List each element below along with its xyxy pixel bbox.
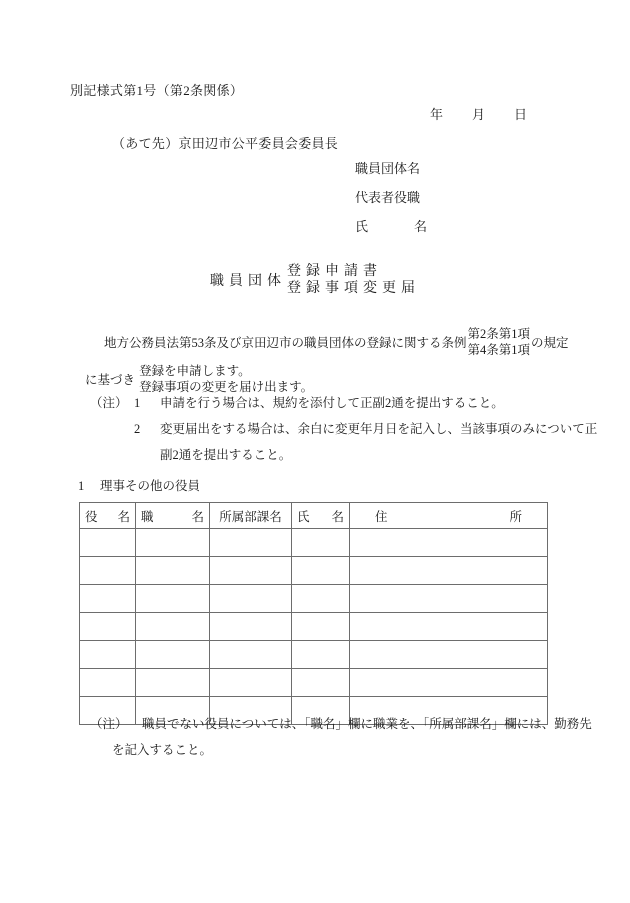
body-article-option-1: 第2条第1項: [467, 327, 531, 341]
cell-shokumei[interactable]: [136, 641, 210, 669]
cell-shozoku[interactable]: [210, 585, 292, 613]
cell-shokumei[interactable]: [136, 585, 210, 613]
cell-jusho[interactable]: [350, 557, 548, 585]
table-footnote-line1: [90, 714, 592, 732]
table-header-shozoku-bukaname: [210, 503, 292, 529]
table-header-yakumei-text: 役名: [85, 509, 130, 524]
title-lead-text: 職員団体: [210, 274, 286, 289]
table-footnote-line2: [90, 740, 212, 758]
cell-shimei[interactable]: [292, 641, 350, 669]
table-row[interactable]: [80, 641, 548, 669]
cell-shimei[interactable]: [292, 669, 350, 697]
date-day-label: 日: [514, 107, 528, 122]
section-heading-text: 理事その他の役員: [100, 479, 201, 493]
body-action-option-apply: 登録を申請します。: [139, 364, 251, 378]
officers-table: [79, 502, 548, 725]
note-item-2: [90, 419, 597, 437]
table-header-shimei-text: 氏名: [297, 509, 344, 524]
applicant-name-label: 氏名: [355, 219, 427, 234]
body-based-on-text: に基づき: [85, 373, 136, 387]
note-item-2-number: 2: [134, 422, 141, 436]
table-body: [80, 529, 548, 725]
cell-yakumei[interactable]: [80, 529, 136, 557]
table-header-yakumei: [80, 503, 136, 529]
cell-yakumei[interactable]: [80, 557, 136, 585]
cell-shokumei[interactable]: [136, 669, 210, 697]
note-item-1-number: 1: [134, 396, 141, 410]
form-number: 別記様式第1号（第2条関係）: [70, 83, 244, 98]
applicant-name-row: [355, 217, 427, 246]
cell-shokumei[interactable]: [136, 529, 210, 557]
cell-shozoku[interactable]: [210, 669, 292, 697]
title-option-registration-application: 登録申請書: [287, 264, 382, 279]
section-number: 1: [78, 479, 85, 493]
table-header-shokumei-text: 職名: [141, 509, 204, 524]
cell-shimei[interactable]: [292, 529, 350, 557]
cell-shimei[interactable]: [292, 557, 350, 585]
cell-shozoku[interactable]: [210, 557, 292, 585]
cell-jusho[interactable]: [350, 669, 548, 697]
footnote-line1-text: 職員でない役員については、「職名」欄に職業を、「所属部課名」欄には、勤務先: [142, 717, 592, 731]
applicant-organization-row: [355, 159, 427, 188]
table-header-shozoku-bukaname-text: 所属部課名: [219, 509, 282, 524]
body-paragraph-line2: [85, 363, 314, 395]
date-line: [430, 104, 527, 123]
note-item-1-text: 申請を行う場合は、規約を添付して正副2通を提出すること。: [160, 396, 504, 410]
note-item-2-continued: [90, 445, 291, 463]
table-header-jusho-text: 住所: [375, 509, 522, 524]
cell-shimei[interactable]: [292, 585, 350, 613]
cell-yakumei[interactable]: [80, 585, 136, 613]
body-law-citation: 地方公務員法第53条及び京田辺市の職員団体の登録に関する条例: [104, 336, 467, 350]
body-action-stack: [139, 363, 313, 395]
note-item-2-text: 変更届出をする場合は、余白に変更年月日を記入し、当該事項のみについて正: [160, 422, 598, 436]
applicant-representative-row: [355, 188, 427, 217]
table-header-shokumei: [136, 503, 210, 529]
cell-shimei[interactable]: [292, 613, 350, 641]
table-row[interactable]: [80, 529, 548, 557]
table-header-jusho: [350, 503, 548, 529]
applicant-block: [355, 159, 427, 246]
applicant-organization-label: 職員団体名: [355, 161, 421, 176]
document-title: [0, 263, 630, 297]
body-provision-suffix: の規定: [531, 336, 569, 350]
table-header-shimei: [292, 503, 350, 529]
footnote-line2-text: を記入すること。: [112, 743, 213, 757]
body-article-option-2: 第4条第1項: [467, 343, 531, 357]
date-year-label: 年: [430, 107, 444, 122]
cell-jusho[interactable]: [350, 613, 548, 641]
title-option-stack: [287, 263, 420, 297]
cell-shokumei[interactable]: [136, 613, 210, 641]
body-article-stack: [468, 326, 531, 358]
note-item-2-continued-text: 副2通を提出すること。: [160, 448, 292, 462]
table-header-row: [80, 503, 548, 529]
notes-label: （注）: [90, 396, 128, 410]
note-item-1: [90, 393, 504, 411]
title-option-change-notification: 登録事項変更届: [287, 281, 420, 296]
section-heading: [78, 476, 200, 494]
cell-jusho[interactable]: [350, 641, 548, 669]
table-row[interactable]: [80, 669, 548, 697]
body-paragraph-line1: [104, 326, 569, 358]
addressee-line: （あて先）京田辺市公平委員会委員長: [112, 136, 339, 151]
footnote-label: （注）: [90, 717, 128, 731]
table-row[interactable]: [80, 613, 548, 641]
table-row[interactable]: [80, 585, 548, 613]
cell-shozoku[interactable]: [210, 529, 292, 557]
cell-jusho[interactable]: [350, 529, 548, 557]
applicant-representative-label: 代表者役職: [355, 190, 421, 205]
cell-shokumei[interactable]: [136, 557, 210, 585]
date-month-label: 月: [472, 107, 486, 122]
table-row[interactable]: [80, 557, 548, 585]
cell-shozoku[interactable]: [210, 613, 292, 641]
cell-shozoku[interactable]: [210, 641, 292, 669]
cell-yakumei[interactable]: [80, 669, 136, 697]
cell-jusho[interactable]: [350, 585, 548, 613]
cell-yakumei[interactable]: [80, 641, 136, 669]
body-action-option-notify-change: 登録事項の変更を届け出ます。: [139, 380, 314, 394]
cell-yakumei[interactable]: [80, 613, 136, 641]
